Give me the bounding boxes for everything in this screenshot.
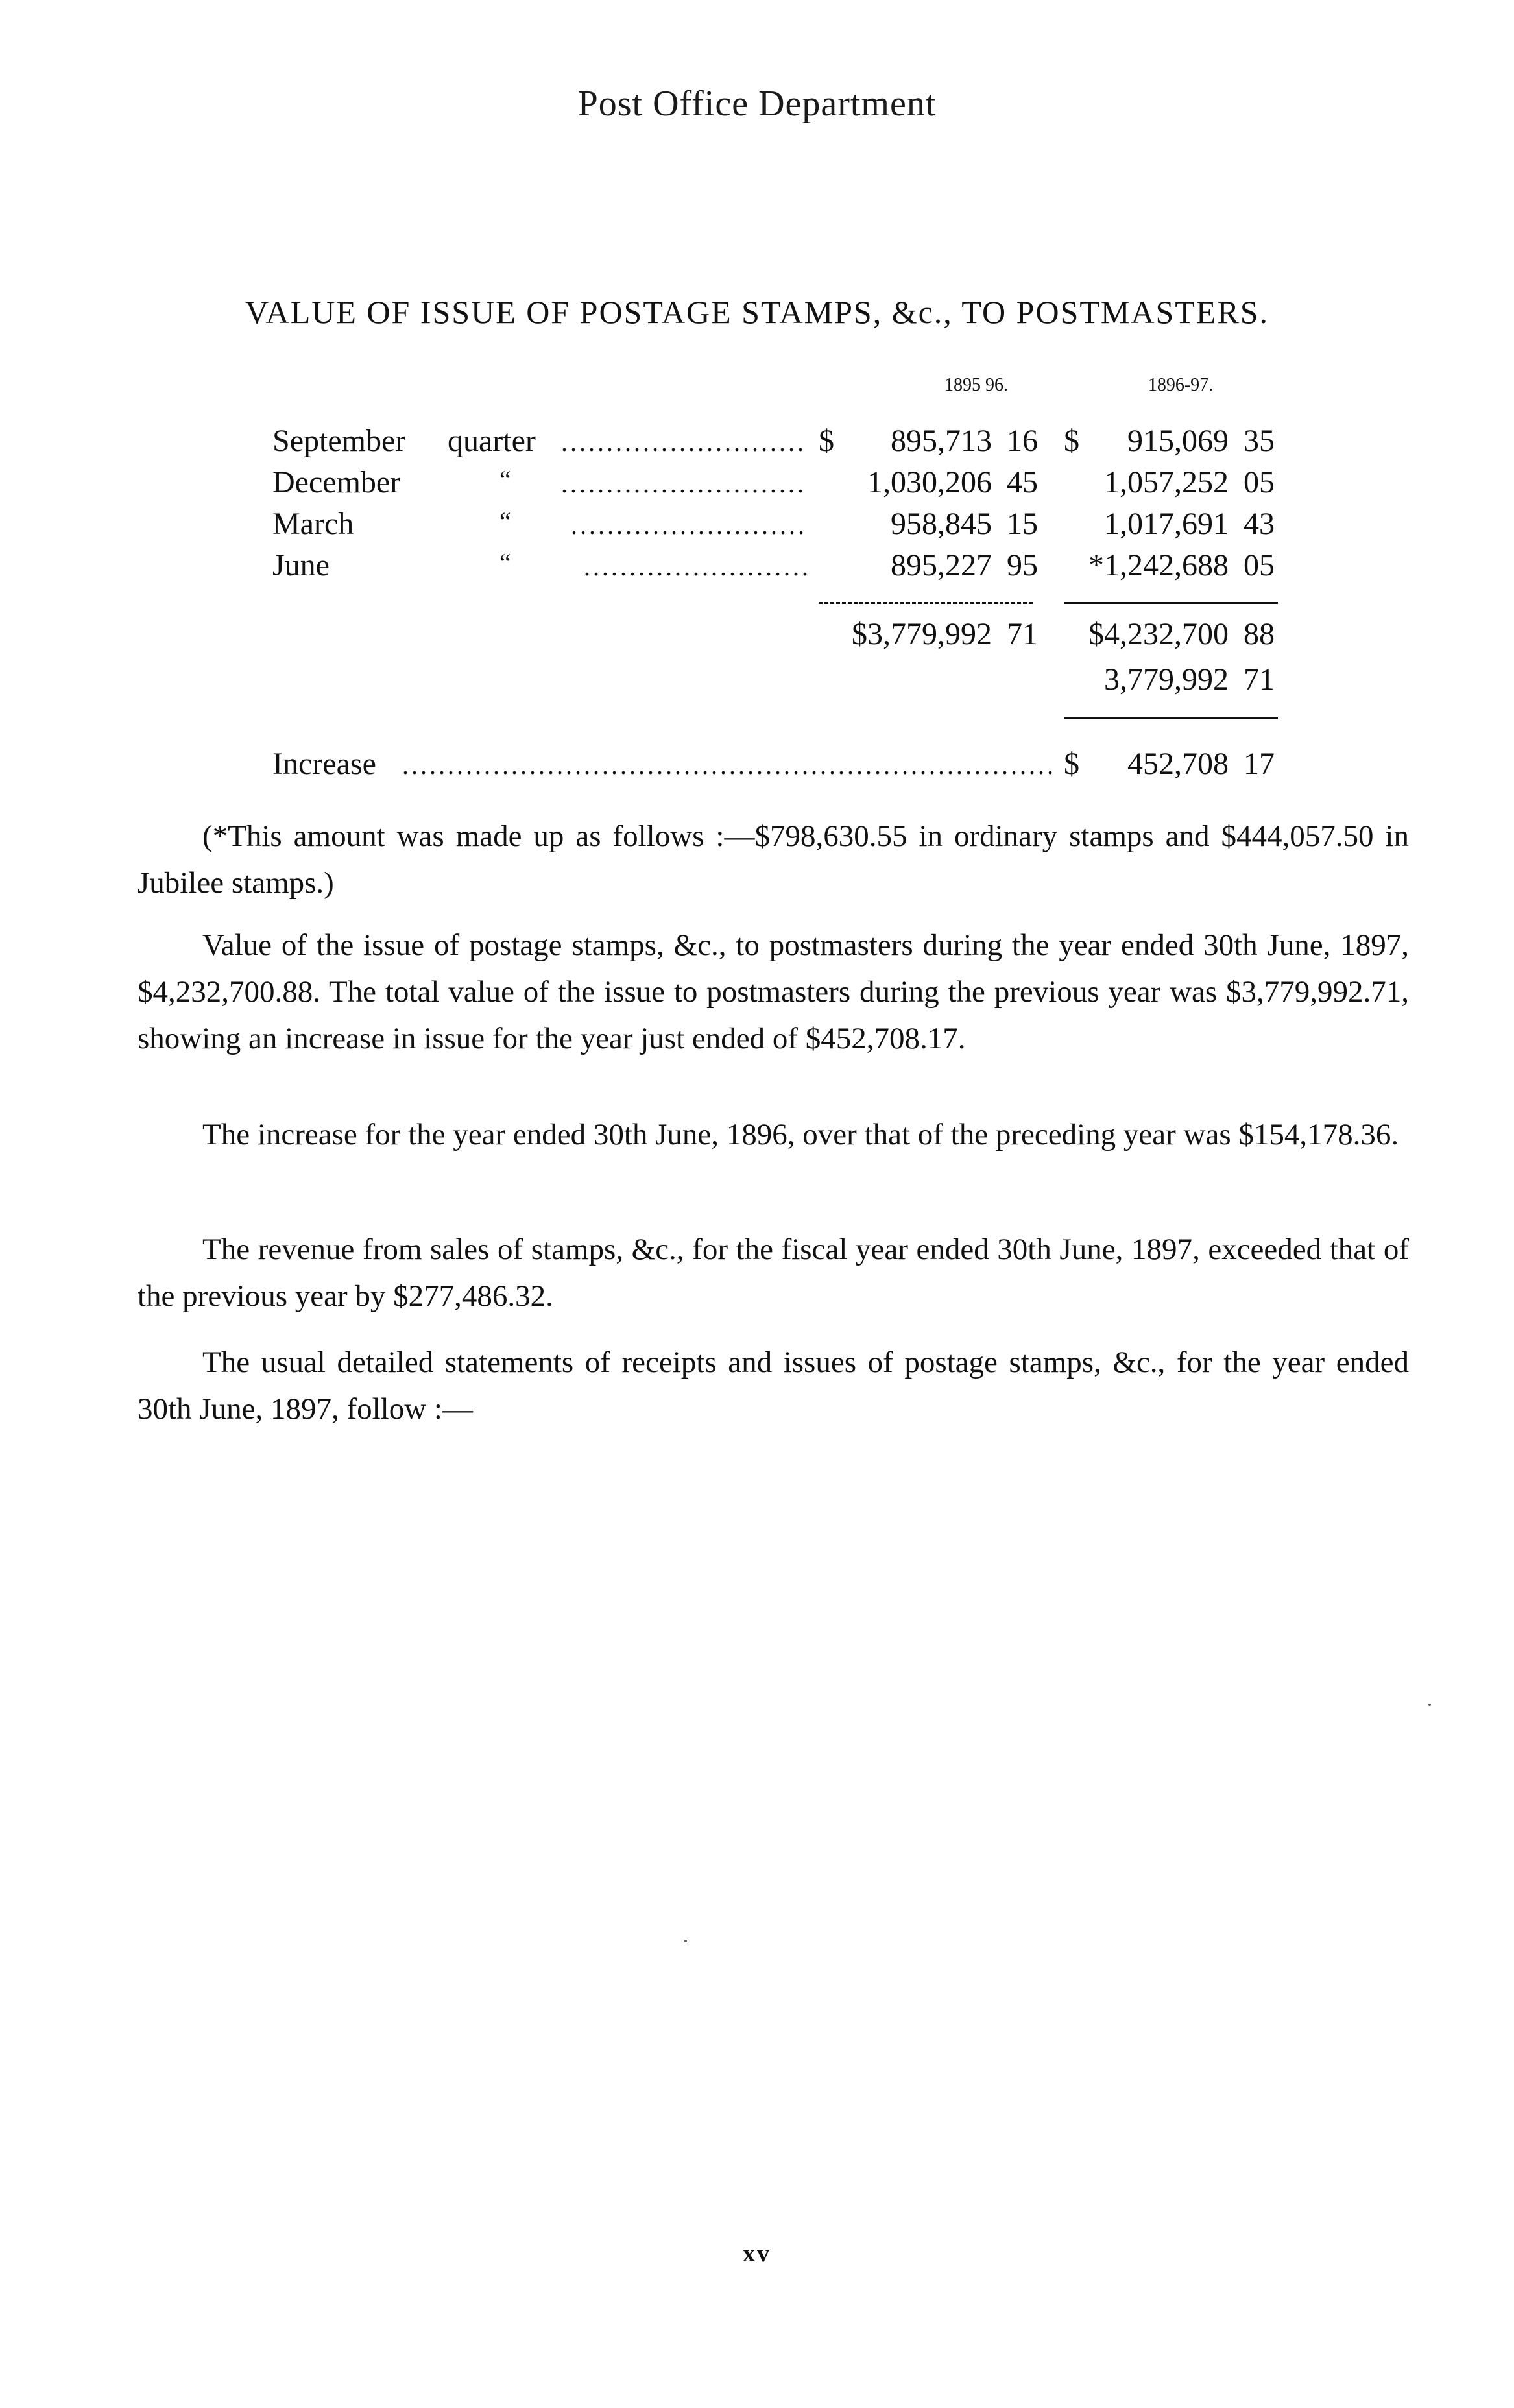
ditto-mark: “ — [499, 548, 511, 577]
cents-1896-97: 05 — [1244, 465, 1275, 500]
subtrahend-row — [0, 662, 1514, 701]
sum-rule-1895-96 — [819, 602, 1033, 604]
row-label: September — [272, 424, 406, 458]
dot-leader — [561, 464, 808, 503]
row-label-suffix: quarter — [448, 424, 536, 458]
dot-leader — [571, 506, 808, 545]
value-1896-97: 1,017,691 — [1104, 507, 1229, 541]
value-1895-96: 895,227 — [891, 548, 992, 583]
value-1895-96: 958,845 — [891, 507, 992, 541]
value-1895-96: 895,713 — [891, 424, 992, 458]
column-header-1895-96: 1895 96. — [944, 375, 1008, 395]
cents-1896-97: 35 — [1244, 424, 1275, 458]
sum-rule-1896-97 — [1064, 602, 1278, 604]
cents-1896-97: 05 — [1244, 548, 1275, 583]
increase-label: Increase — [272, 747, 376, 781]
scan-speck — [684, 1940, 687, 1942]
dot-leader — [402, 746, 1057, 785]
dollar-sign: $ — [1064, 747, 1079, 781]
body-paragraph: The usual detailed statements of receipts and issues of postage stamps, &c., for the year ended 30th June, 1897, follow :— — [138, 1345, 1409, 1426]
value-1896-97: 915,069 — [1127, 424, 1229, 458]
row-label: December — [272, 465, 401, 500]
previous-total-cents: 71 — [1244, 662, 1275, 697]
footnote-paragraph: (*This amount was made up as follows :—$798,630.55 in ordinary stamps and $444,057.50 in Jubilee stamps.) — [138, 819, 1409, 900]
total-1896-97: $4,232,700 — [1088, 617, 1229, 651]
total-cents-1896-97: 88 — [1244, 617, 1275, 651]
dollar-sign: $ — [819, 424, 834, 458]
table-row — [0, 423, 1514, 462]
cents-1895-96: 15 — [1007, 507, 1038, 541]
increase-cents: 17 — [1244, 747, 1275, 781]
total-1895-96: $3,779,992 — [852, 617, 992, 651]
dot-leader — [584, 548, 808, 586]
row-label: June — [272, 548, 330, 583]
ditto-mark: “ — [499, 507, 511, 536]
page-folio: xv — [743, 2240, 771, 2267]
previous-total: 3,779,992 — [1104, 662, 1229, 697]
cents-1895-96: 16 — [1007, 424, 1038, 458]
ditto-mark: “ — [499, 465, 511, 494]
row-label: March — [272, 507, 354, 541]
table-row — [0, 548, 1514, 586]
difference-rule — [1064, 717, 1278, 719]
cents-1895-96: 95 — [1007, 548, 1038, 583]
body-paragraph: Value of the issue of postage stamps, &c., to postmasters during the year ended 30th June, 1897, $4,232,700.88. The total value of the issue to postmasters during the previous year was $3,779,992.71, showing an increase in issue for the year just ended of $452,708.17. — [138, 928, 1409, 1055]
table-title: VALUE OF ISSUE OF POSTAGE STAMPS, &c., TO POSTMASTERS. — [245, 294, 1269, 330]
cents-1895-96: 45 — [1007, 465, 1038, 500]
totals-row — [0, 616, 1514, 655]
running-head: Post Office Department — [577, 84, 937, 124]
table-row — [0, 506, 1514, 545]
value-1895-96: 1,030,206 — [867, 465, 992, 500]
column-header-1896-97: 1896-97. — [1148, 375, 1214, 395]
dot-leader — [561, 423, 808, 462]
increase-value: 452,708 — [1127, 747, 1229, 781]
total-cents-1895-96: 71 — [1007, 617, 1038, 651]
value-1896-97: *1,242,688 — [1088, 548, 1229, 583]
scan-speck — [1428, 1704, 1431, 1706]
table-row — [0, 464, 1514, 503]
cents-1896-97: 43 — [1244, 507, 1275, 541]
increase-row — [0, 746, 1514, 785]
body-paragraph: The revenue from sales of stamps, &c., for the fiscal year ended 30th June, 1897, exceeded that of the previous year by $277,486.32. — [138, 1233, 1409, 1313]
dollar-sign: $ — [1064, 424, 1079, 458]
value-1896-97: 1,057,252 — [1104, 465, 1229, 500]
body-paragraph: The increase for the year ended 30th June, 1896, over that of the preceding year was $154,178.36. — [202, 1118, 1399, 1151]
